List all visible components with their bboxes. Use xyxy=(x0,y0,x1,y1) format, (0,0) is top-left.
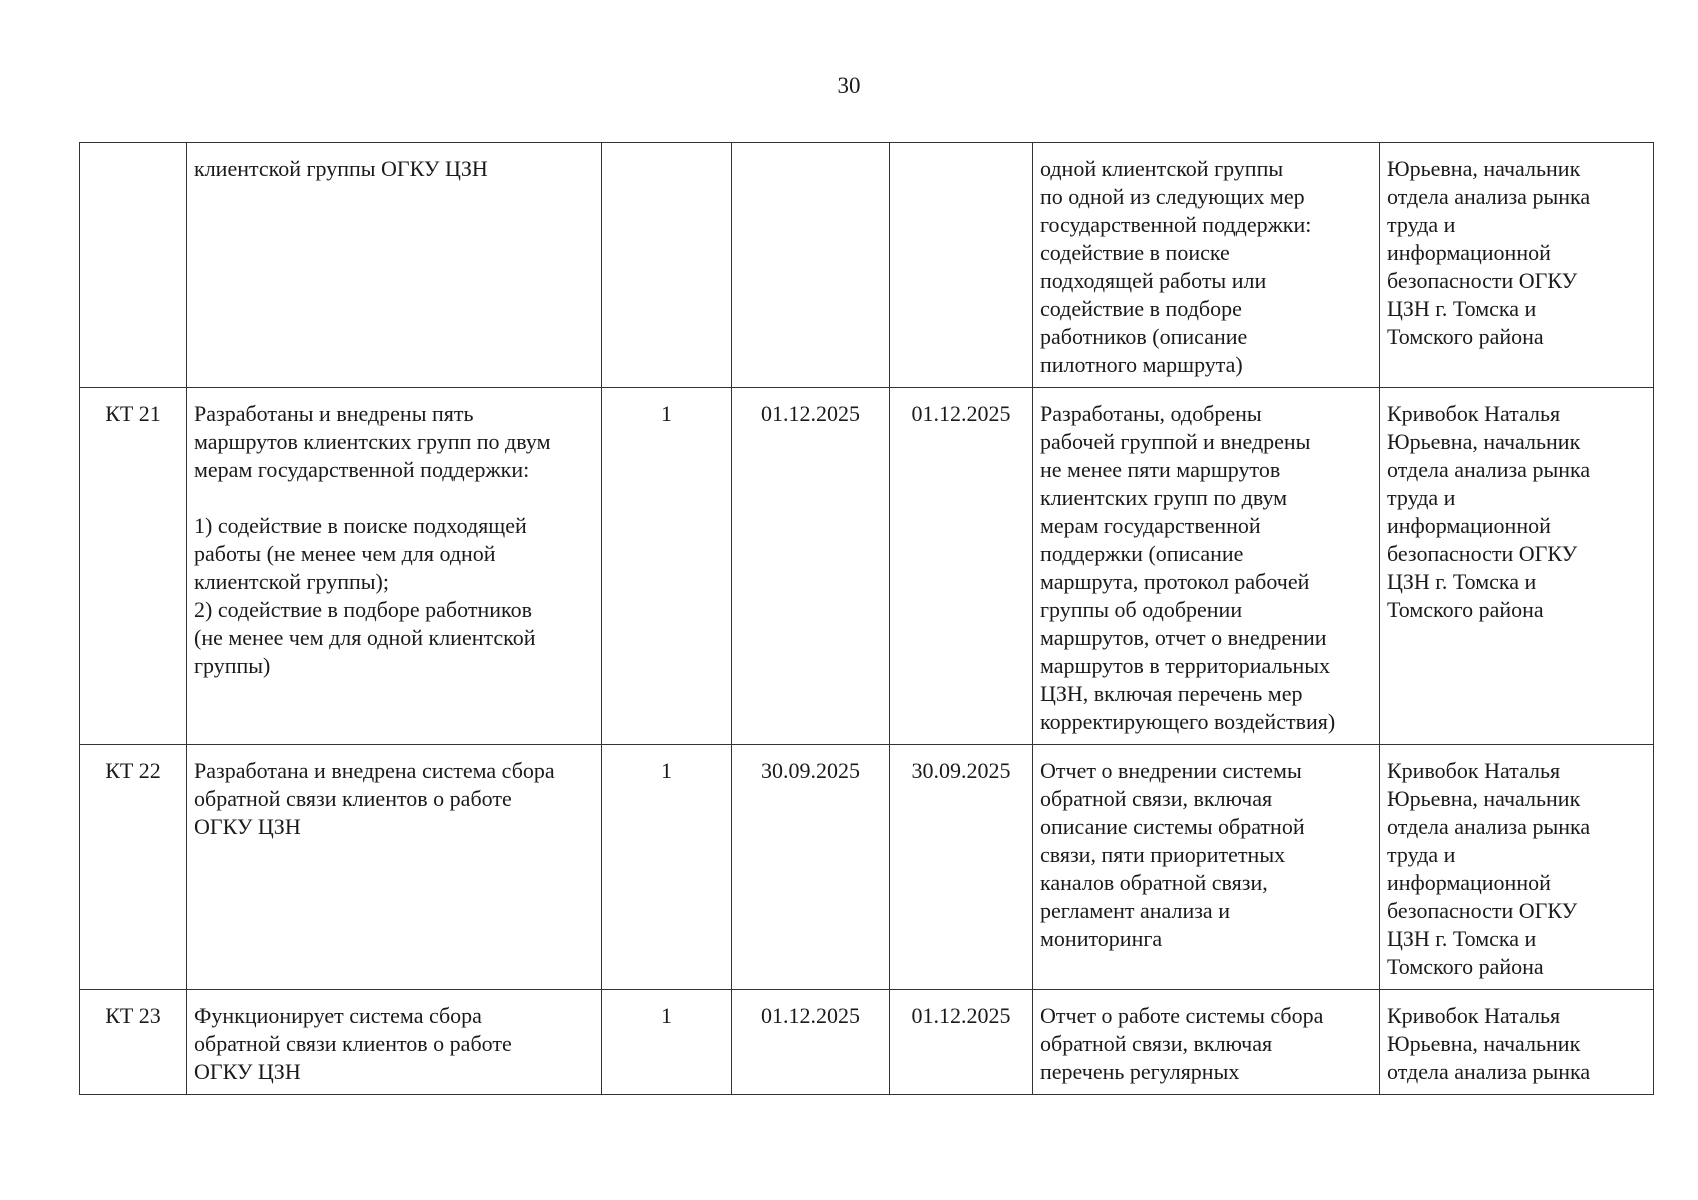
cell-end-date xyxy=(890,143,1033,388)
cell-line: рабочей группой и внедрены xyxy=(1040,429,1311,454)
cell-line: подходящей работы или xyxy=(1040,268,1267,293)
cell-description xyxy=(187,745,602,990)
cell-code: КТ 22 xyxy=(80,745,187,990)
cell-line: Томского района xyxy=(1387,324,1544,349)
cell-end-date: 30.09.2025 xyxy=(890,745,1033,990)
cell-line: группы) xyxy=(194,653,271,678)
cell-line: отдела анализа рынка xyxy=(1387,184,1591,209)
control-points-table xyxy=(79,142,1654,1095)
cell-result xyxy=(1033,990,1380,1095)
cell-line: содействие в подборе xyxy=(1040,296,1242,321)
table-row xyxy=(80,143,1654,388)
cell-line: ЦЗН г. Томска и xyxy=(1387,926,1537,951)
cell-end-date: 01.12.2025 xyxy=(890,388,1033,745)
cell-line: Юрьевна, начальник xyxy=(1387,1031,1581,1056)
cell-line: труда и xyxy=(1387,842,1456,867)
cell-line: Отчет о работе системы сбора xyxy=(1040,1003,1324,1028)
cell-line: Томского района xyxy=(1387,597,1544,622)
cell-code: КТ 23 xyxy=(80,990,187,1095)
cell-line: ЦЗН г. Томска и xyxy=(1387,569,1537,594)
cell-end-date: 01.12.2025 xyxy=(890,990,1033,1095)
cell-line: связи, пяти приоритетных xyxy=(1040,842,1286,867)
page-number: 30 xyxy=(837,73,861,98)
cell-line: обратной связи, включая xyxy=(1040,786,1273,811)
cell-result xyxy=(1033,745,1380,990)
cell-responsible xyxy=(1380,745,1654,990)
cell-line: 2) содействие в подборе работников xyxy=(194,597,532,622)
cell-line: пилотного маршрута) xyxy=(1040,352,1243,377)
cell-start-date: 01.12.2025 xyxy=(732,990,890,1095)
table-body xyxy=(80,143,1654,1095)
cell-line: Томского района xyxy=(1387,954,1544,979)
cell-line: клиентских групп по двум xyxy=(1040,485,1288,510)
cell-line: маршрутов в территориальных xyxy=(1040,653,1331,678)
cell-line: мерам государственной поддержки: xyxy=(194,457,530,482)
cell-line: Юрьевна, начальник xyxy=(1387,429,1581,454)
table-row xyxy=(80,745,1654,990)
cell-value: 1 xyxy=(602,745,732,990)
cell-line: описание системы обратной xyxy=(1040,814,1305,839)
cell-line: поддержки (описание xyxy=(1040,541,1244,566)
cell-line: отдела анализа рынка xyxy=(1387,1059,1591,1084)
cell-line: труда и xyxy=(1387,485,1456,510)
cell-description xyxy=(187,990,602,1095)
cell-line: информационной xyxy=(1387,240,1551,265)
cell-line: маршрутов, отчет о внедрении xyxy=(1040,625,1327,650)
cell-line: маршрута, протокол рабочей xyxy=(1040,569,1310,594)
cell-code xyxy=(80,143,187,388)
cell-line: Разработаны и внедрены пять xyxy=(194,401,474,426)
cell-value: 1 xyxy=(602,990,732,1095)
cell-result xyxy=(1033,388,1380,745)
cell-line: безопасности ОГКУ xyxy=(1387,541,1578,566)
cell-line: государственной поддержки: xyxy=(1040,212,1312,237)
cell-line: обратной связи, включая xyxy=(1040,1031,1273,1056)
blank-line xyxy=(194,484,594,512)
cell-line: Юрьевна, начальник xyxy=(1387,786,1581,811)
cell-line: клиентской группы); xyxy=(194,569,389,594)
cell-line: Кривобок Наталья xyxy=(1387,758,1561,783)
cell-responsible xyxy=(1380,143,1654,388)
cell-line: ЦЗН, включая перечень мер xyxy=(1040,681,1303,706)
cell-line: регламент анализа и xyxy=(1040,898,1230,923)
cell-line: Отчет о внедрении системы xyxy=(1040,758,1302,783)
table-row xyxy=(80,388,1654,745)
cell-line: безопасности ОГКУ xyxy=(1387,268,1578,293)
cell-line: каналов обратной связи, xyxy=(1040,870,1268,895)
cell-start-date: 01.12.2025 xyxy=(732,388,890,745)
cell-line: Разработана и внедрена система сбора xyxy=(194,758,555,783)
cell-line: не менее пяти маршрутов xyxy=(1040,457,1281,482)
cell-line: Юрьевна, начальник xyxy=(1387,156,1581,181)
cell-line: ОГКУ ЦЗН xyxy=(194,814,301,839)
cell-line: Кривобок Наталья xyxy=(1387,401,1561,426)
cell-line: ОГКУ ЦЗН xyxy=(194,1059,301,1084)
cell-line: информационной xyxy=(1387,513,1551,538)
cell-responsible xyxy=(1380,388,1654,745)
cell-line: по одной из следующих мер xyxy=(1040,184,1305,209)
cell-line: перечень регулярных xyxy=(1040,1059,1240,1084)
cell-line: мерам государственной xyxy=(1040,513,1261,538)
cell-line: работы (не менее чем для одной xyxy=(194,541,496,566)
cell-line: труда и xyxy=(1387,212,1456,237)
cell-start-date: 30.09.2025 xyxy=(732,745,890,990)
cell-line: Кривобок Наталья xyxy=(1387,1003,1561,1028)
cell-line: работников (описание xyxy=(1040,324,1248,349)
cell-code: КТ 21 xyxy=(80,388,187,745)
cell-description xyxy=(187,143,602,388)
table-row xyxy=(80,990,1654,1095)
cell-responsible xyxy=(1380,990,1654,1095)
cell-line: информационной xyxy=(1387,870,1551,895)
cell-line: одной клиентской группы xyxy=(1040,156,1284,181)
cell-line: корректирующего воздействия) xyxy=(1040,709,1336,734)
cell-line: 1) содействие в поиске подходящей xyxy=(194,513,527,538)
cell-value: 1 xyxy=(602,388,732,745)
cell-line: обратной связи клиентов о работе xyxy=(194,786,512,811)
cell-start-date xyxy=(732,143,890,388)
cell-line: группы об одобрении xyxy=(1040,597,1243,622)
cell-line: безопасности ОГКУ xyxy=(1387,898,1578,923)
cell-value xyxy=(602,143,732,388)
cell-line: содействие в поиске xyxy=(1040,240,1230,265)
cell-line: клиентской группы ОГКУ ЦЗН xyxy=(194,156,488,181)
cell-result xyxy=(1033,143,1380,388)
cell-line: (не менее чем для одной клиентской xyxy=(194,625,536,650)
cell-line: ЦЗН г. Томска и xyxy=(1387,296,1537,321)
cell-line: отдела анализа рынка xyxy=(1387,457,1591,482)
cell-line: отдела анализа рынка xyxy=(1387,814,1591,839)
cell-line: мониторинга xyxy=(1040,926,1163,951)
cell-line: обратной связи клиентов о работе xyxy=(194,1031,512,1056)
cell-line: маршрутов клиентских групп по двум xyxy=(194,429,551,454)
cell-line: Разработаны, одобрены xyxy=(1040,401,1262,426)
cell-line: Функционирует система сбора xyxy=(194,1003,482,1028)
cell-description xyxy=(187,388,602,745)
